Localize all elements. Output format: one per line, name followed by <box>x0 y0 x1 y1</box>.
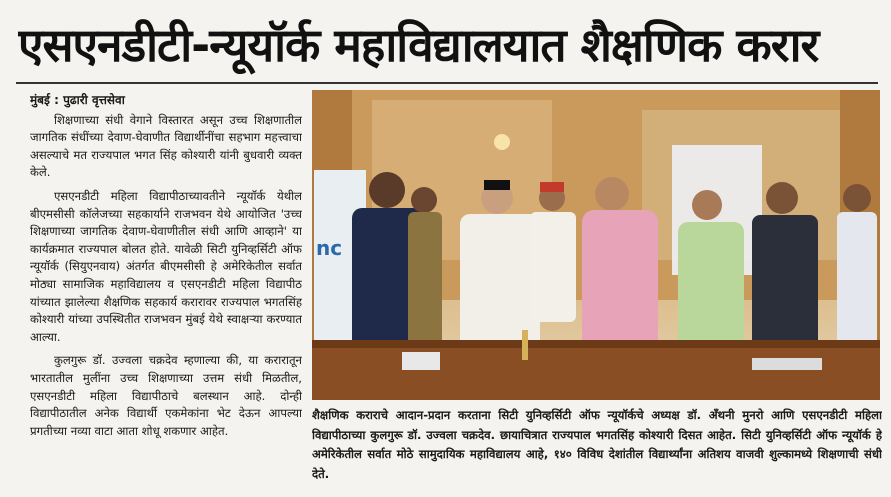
byline: मुंबई : पुढारी वृत्तसेवा <box>30 93 125 107</box>
headline: एसएनडीटी-न्यूयॉर्क महाविद्यालयात शैक्षणिक करार <box>18 18 819 72</box>
photo-illustration <box>312 90 880 400</box>
article-paragraph-3: कुलगुरू डॉ. उज्वला चक्रदेव म्हणाल्या की, या करारातून भारतातील मुलींना उच्च शिक्षणाच्या उत्तम संधी मिळतील, एसएनडीटी महिला विद्यापीठाचे बलस्थान आहे. दोन्ही विद्यापीठातील अनेक विद्यार्थी एकमेकांना भेट देऊन आपल्या प्रगतीच्या नव्या वाटा आता शोधू शकणार आहेत. <box>30 353 302 438</box>
article-column <box>30 92 302 492</box>
headline-rule <box>16 82 878 84</box>
news-photo <box>312 90 880 400</box>
article-paragraph-2: एसएनडीटी महिला विद्यापीठाच्यावतीने न्यूयॉर्क येथील बीएमसीसी कॉलेजच्या सहकार्याने राजभवन येथे आयोजित 'उच्च शिक्षणाच्या जागतिक देवाण-घेवाणीतील संधी आणि आव्हाने' या कार्यक्रमात राज्यपाल बोलत होते. यावेळी सिटी युनिव्हर्सिटी ऑफ न्यूयॉर्क (सियुएनवाय) अंतर्गत बीएमसीसी हे अमेरिकेतील सर्वात मोठ्या सामाजिक महाविद्यालय व एसएनडीटी महिला विद्यापीठ यांच्यात झालेल्या शैक्षणिक सहकार्य करारावर राज्यपाल भगतसिंह कोश्यारी यांच्या उपस्थितीत राजभवन मुंबई येथे स्वाक्षऱ्या करण्यात आल्या. <box>30 188 302 344</box>
photo-caption: शैक्षणिक कराराचे आदान-प्रदान करताना सिटी युनिव्हर्सिटी ऑफ न्यूयॉर्कचे अध्यक्ष डॉ. अँथनी मुनरो आणि एसएनडीटी महिला विद्यापीठाच्या कुलगुरू डॉ. उज्वला चक्रदेव. छायाचित्रात राज्यपाल भगतसिंह कोश्यारी दिसत आहेत. सिटी युनिव्हर्सिटी ऑफ न्यूयॉर्क हे अमेरिकेतील सर्वात मोठे सामुदायिक महाविद्यालय आहे, १४० विविध देशांतील विद्यार्थ्यांना अतिशय वाजवी शुल्कामध्ये शिक्षणाची संधी देते. <box>312 408 882 481</box>
article-paragraph-1: शिक्षणाच्या संधी वेगाने विस्तारत असून उच्च शिक्षणातील जागतिक संधींच्या देवाण-घेवाणीत विद्यार्थीनींचा सहभाग महत्त्वाचा असल्याचे मत राज्यपाल भगत सिंह कोश्यारी यांनी बुधवारी व्यक्त केले. <box>30 112 302 180</box>
photo-banner-text: nc <box>316 236 343 260</box>
